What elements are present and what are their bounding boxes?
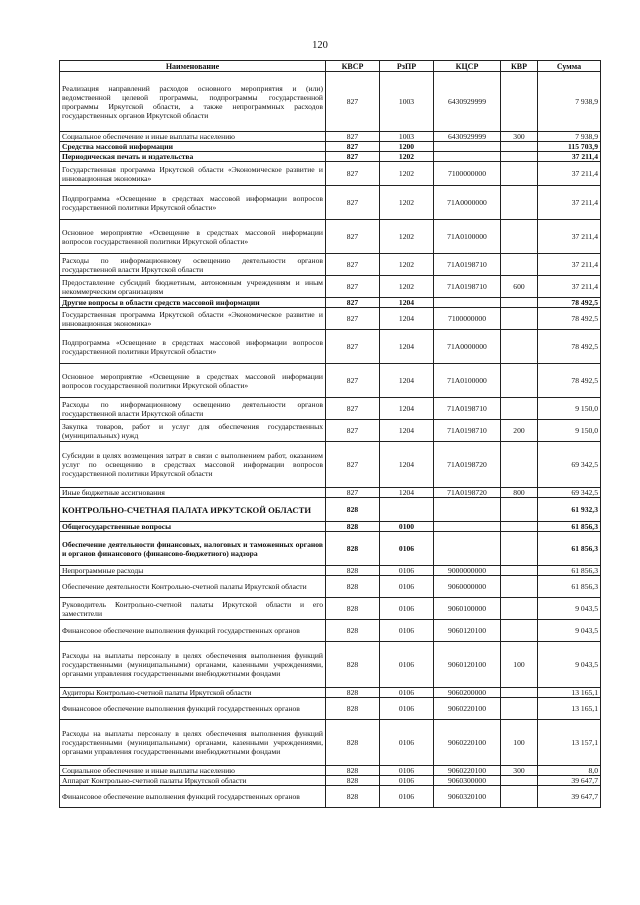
row-kvsr: 827 — [326, 162, 380, 186]
row-kcsr: 9000000000 — [434, 566, 501, 576]
row-name: Подпрограмма «Освещение в средствах массовой информации вопросов государственной политики Иркутской области» — [60, 330, 326, 364]
row-sum: 69 342,5 — [538, 442, 601, 488]
row-name: Основное мероприятие «Освещение в средствах массовой информации вопросов государственной политики Иркутской области» — [60, 364, 326, 398]
row-sum: 9 043,5 — [538, 598, 601, 620]
row-rzpr: 0106 — [380, 766, 434, 776]
row-kvr — [501, 786, 538, 808]
row-kvsr: 827 — [326, 298, 380, 308]
table-body — [60, 72, 601, 808]
row-kvsr: 828 — [326, 688, 380, 698]
row-rzpr: 0106 — [380, 620, 434, 642]
table-row — [60, 688, 601, 698]
row-name: Аппарат Контрольно-счетной палаты Иркутской области — [60, 776, 326, 786]
row-name: Аудиторы Контрольно-счетной палаты Иркутской области — [60, 688, 326, 698]
row-sum: 37 211,4 — [538, 220, 601, 254]
row-kvsr: 828 — [326, 576, 380, 598]
table-row — [60, 642, 601, 688]
row-rzpr: 1204 — [380, 364, 434, 398]
row-kcsr: 71А0100000 — [434, 220, 501, 254]
row-kvr — [501, 566, 538, 576]
row-name: КОНТРОЛЬНО-СЧЕТНАЯ ПАЛАТА ИРКУТСКОЙ ОБЛАСТИ — [60, 498, 326, 522]
budget-table — [59, 60, 601, 808]
row-kvr — [501, 364, 538, 398]
header-rzpr: РзПР — [380, 61, 434, 72]
row-kvsr: 827 — [326, 220, 380, 254]
row-kvsr: 828 — [326, 598, 380, 620]
table-row — [60, 186, 601, 220]
row-kvr — [501, 498, 538, 522]
row-kvr: 200 — [501, 420, 538, 442]
row-kcsr: 71А0198710 — [434, 420, 501, 442]
row-sum: 13 165,1 — [538, 688, 601, 698]
row-name: Финансовое обеспечение выполнения функций государственных органов — [60, 786, 326, 808]
row-rzpr: 1204 — [380, 330, 434, 364]
row-kvr — [501, 330, 538, 364]
row-kvsr: 828 — [326, 786, 380, 808]
table-row — [60, 522, 601, 532]
table-row — [60, 442, 601, 488]
table-row — [60, 276, 601, 298]
row-kcsr: 71А0100000 — [434, 364, 501, 398]
row-kvr — [501, 72, 538, 132]
row-kvr: 100 — [501, 720, 538, 766]
row-sum: 61 856,3 — [538, 576, 601, 598]
row-kcsr: 71А0198710 — [434, 398, 501, 420]
table-row — [60, 364, 601, 398]
row-kvsr: 827 — [326, 132, 380, 142]
table-header-row — [60, 61, 601, 72]
row-kcsr: 71А0198710 — [434, 254, 501, 276]
row-kvsr: 828 — [326, 776, 380, 786]
row-name: Иные бюджетные ассигнования — [60, 488, 326, 498]
row-kvsr: 828 — [326, 532, 380, 566]
row-sum: 9 150,0 — [538, 398, 601, 420]
row-rzpr: 0106 — [380, 642, 434, 688]
row-kvsr: 827 — [326, 488, 380, 498]
row-kvr — [501, 152, 538, 162]
row-name: Государственная программа Иркутской области «Экономическое развитие и инновационная экономика» — [60, 162, 326, 186]
row-kvsr: 828 — [326, 522, 380, 532]
row-kcsr: 6430929999 — [434, 72, 501, 132]
row-kvsr: 827 — [326, 152, 380, 162]
row-sum: 39 647,7 — [538, 776, 601, 786]
row-kvsr: 827 — [326, 308, 380, 330]
row-kvr: 600 — [501, 276, 538, 298]
row-rzpr: 1204 — [380, 442, 434, 488]
row-kcsr: 7100000000 — [434, 162, 501, 186]
row-name: Финансовое обеспечение выполнения функций государственных органов — [60, 698, 326, 720]
row-sum: 37 211,4 — [538, 186, 601, 220]
row-kvr — [501, 532, 538, 566]
row-kvsr: 827 — [326, 398, 380, 420]
row-name: Расходы по информационному освещению деятельности органов государственной власти Иркутской области — [60, 254, 326, 276]
row-rzpr: 0106 — [380, 786, 434, 808]
row-rzpr: 0106 — [380, 720, 434, 766]
row-sum: 61 856,3 — [538, 566, 601, 576]
row-kvr — [501, 620, 538, 642]
row-rzpr: 1204 — [380, 420, 434, 442]
row-sum: 39 647,7 — [538, 786, 601, 808]
row-kvsr: 827 — [326, 186, 380, 220]
row-name: Основное мероприятие «Освещение в средствах массовой информации вопросов государственной политики Иркутской области» — [60, 220, 326, 254]
row-rzpr: 1202 — [380, 254, 434, 276]
row-kvr: 300 — [501, 132, 538, 142]
row-kvr — [501, 688, 538, 698]
row-name: Расходы на выплаты персоналу в целях обеспечения выполнения функций государственными (муниципальными) органами, казенными учреждениями, органами управления государственными внебюджетными фондами — [60, 720, 326, 766]
row-rzpr: 1204 — [380, 308, 434, 330]
row-rzpr: 0106 — [380, 598, 434, 620]
row-rzpr: 0106 — [380, 698, 434, 720]
row-kvr — [501, 308, 538, 330]
row-name: Государственная программа Иркутской области «Экономическое развитие и инновационная экономика» — [60, 308, 326, 330]
row-sum: 61 856,3 — [538, 522, 601, 532]
row-name: Обеспечение деятельности финансовых, налоговых и таможенных органов и органов финансового (финансово-бюджетного) надзора — [60, 532, 326, 566]
row-kvsr: 828 — [326, 642, 380, 688]
row-kvsr: 828 — [326, 620, 380, 642]
row-name: Предоставление субсидий бюджетным, автономным учреждениям и иным некоммерческим организациям — [60, 276, 326, 298]
row-kvsr: 828 — [326, 698, 380, 720]
row-kvsr: 828 — [326, 766, 380, 776]
row-name: Подпрограмма «Освещение в средствах массовой информации вопросов государственной политики Иркутской области» — [60, 186, 326, 220]
row-name: Непрограммные расходы — [60, 566, 326, 576]
row-name: Другие вопросы в области средств массовой информации — [60, 298, 326, 308]
table-row — [60, 776, 601, 786]
row-kcsr: 9060220100 — [434, 720, 501, 766]
row-sum: 69 342,5 — [538, 488, 601, 498]
row-rzpr: 1202 — [380, 162, 434, 186]
row-kvr — [501, 142, 538, 152]
row-rzpr: 0106 — [380, 776, 434, 786]
row-kvr — [501, 162, 538, 186]
row-kcsr: 9060120100 — [434, 642, 501, 688]
row-name: Расходы по информационному освещению деятельности органов государственной власти Иркутской области — [60, 398, 326, 420]
row-kvr — [501, 576, 538, 598]
table-row — [60, 488, 601, 498]
row-name: Средства массовой информации — [60, 142, 326, 152]
row-kcsr: 9060220100 — [434, 698, 501, 720]
row-sum: 7 938,9 — [538, 72, 601, 132]
table-row — [60, 598, 601, 620]
row-kcsr: 71А0198720 — [434, 488, 501, 498]
row-rzpr: 1202 — [380, 186, 434, 220]
row-kvsr: 827 — [326, 420, 380, 442]
row-sum: 37 211,4 — [538, 152, 601, 162]
row-kcsr: 9060120100 — [434, 620, 501, 642]
row-rzpr: 1204 — [380, 298, 434, 308]
row-kvsr: 827 — [326, 330, 380, 364]
row-kvsr: 827 — [326, 364, 380, 398]
row-kvsr: 827 — [326, 254, 380, 276]
row-name: Закупка товаров, работ и услуг для обеспечения государственных (муниципальных) нужд — [60, 420, 326, 442]
row-kcsr: 71А0198720 — [434, 442, 501, 488]
row-kcsr — [434, 152, 501, 162]
row-kvsr: 827 — [326, 442, 380, 488]
table-row — [60, 576, 601, 598]
row-kvr — [501, 776, 538, 786]
row-kvr: 100 — [501, 642, 538, 688]
row-kcsr — [434, 498, 501, 522]
row-kvr — [501, 442, 538, 488]
row-kvr: 300 — [501, 766, 538, 776]
row-kcsr: 7100000000 — [434, 308, 501, 330]
row-rzpr: 1204 — [380, 488, 434, 498]
row-kcsr: 71А0000000 — [434, 330, 501, 364]
table-row — [60, 420, 601, 442]
row-name: Реализация направлений расходов основного мероприятия и (или) ведомственной целевой программы, подпрограммы государственной программы Иркутской области, а также непрограммных расходов государственных органов Иркутской области — [60, 72, 326, 132]
row-kcsr: 71А0000000 — [434, 186, 501, 220]
header-kvsr: КВСР — [326, 61, 380, 72]
table-row — [60, 786, 601, 808]
row-kcsr: 9060200000 — [434, 688, 501, 698]
row-rzpr: 0106 — [380, 576, 434, 598]
table-row — [60, 308, 601, 330]
row-sum: 78 492,5 — [538, 330, 601, 364]
row-sum: 9 043,5 — [538, 620, 601, 642]
table-row — [60, 498, 601, 522]
row-kvr — [501, 298, 538, 308]
row-name: Периодическая печать и издательства — [60, 152, 326, 162]
row-name: Общегосударственные вопросы — [60, 522, 326, 532]
row-kvsr: 828 — [326, 498, 380, 522]
table-row — [60, 698, 601, 720]
row-kcsr: 71А0198710 — [434, 276, 501, 298]
page-number: 120 — [312, 40, 328, 51]
row-sum: 61 932,3 — [538, 498, 601, 522]
row-kvsr: 827 — [326, 276, 380, 298]
row-name: Социальное обеспечение и иные выплаты населению — [60, 766, 326, 776]
row-name: Обеспечение деятельности Контрольно-счетной палаты Иркутской области — [60, 576, 326, 598]
row-kvr — [501, 698, 538, 720]
row-sum: 37 211,4 — [538, 254, 601, 276]
row-sum: 78 492,5 — [538, 308, 601, 330]
table-row — [60, 720, 601, 766]
row-rzpr — [380, 498, 434, 522]
row-sum: 9 043,5 — [538, 642, 601, 688]
table-row — [60, 398, 601, 420]
row-kcsr: 9060100000 — [434, 598, 501, 620]
table-row — [60, 162, 601, 186]
row-rzpr: 1202 — [380, 220, 434, 254]
header-kcsr: КЦСР — [434, 61, 501, 72]
table-row — [60, 72, 601, 132]
row-kvsr: 828 — [326, 720, 380, 766]
row-sum: 78 492,5 — [538, 364, 601, 398]
row-kvr — [501, 186, 538, 220]
row-kcsr: 9060300000 — [434, 776, 501, 786]
row-kvsr: 828 — [326, 566, 380, 576]
row-sum: 7 938,9 — [538, 132, 601, 142]
table-row — [60, 132, 601, 142]
table-row — [60, 620, 601, 642]
row-kvr — [501, 398, 538, 420]
row-rzpr: 1003 — [380, 72, 434, 132]
table-row — [60, 254, 601, 276]
row-sum: 13 157,1 — [538, 720, 601, 766]
table-row — [60, 298, 601, 308]
header-sum: Сумма — [538, 61, 601, 72]
row-rzpr: 0106 — [380, 566, 434, 576]
row-name: Социальное обеспечение и иные выплаты населению — [60, 132, 326, 142]
table-row — [60, 330, 601, 364]
row-kvr — [501, 598, 538, 620]
row-sum: 61 856,3 — [538, 532, 601, 566]
row-kvsr: 827 — [326, 142, 380, 152]
row-kcsr — [434, 298, 501, 308]
row-rzpr: 0100 — [380, 522, 434, 532]
table-row — [60, 152, 601, 162]
row-sum: 37 211,4 — [538, 276, 601, 298]
row-kvr: 800 — [501, 488, 538, 498]
row-kvr — [501, 254, 538, 276]
row-sum: 8,0 — [538, 766, 601, 776]
row-kcsr: 9060320100 — [434, 786, 501, 808]
header-kvr: КВР — [501, 61, 538, 72]
row-rzpr: 0106 — [380, 688, 434, 698]
row-kvsr: 827 — [326, 72, 380, 132]
row-sum: 115 703,9 — [538, 142, 601, 152]
row-rzpr: 1202 — [380, 152, 434, 162]
table-row — [60, 566, 601, 576]
row-rzpr: 1200 — [380, 142, 434, 152]
table-row — [60, 532, 601, 566]
row-sum: 9 150,0 — [538, 420, 601, 442]
row-rzpr: 0106 — [380, 532, 434, 566]
row-kvr — [501, 522, 538, 532]
row-sum: 78 492,5 — [538, 298, 601, 308]
row-kcsr: 6430929999 — [434, 132, 501, 142]
row-kcsr — [434, 522, 501, 532]
row-rzpr: 1003 — [380, 132, 434, 142]
row-name: Расходы на выплаты персоналу в целях обеспечения выполнения функций государственными (муниципальными) органами, казенными учреждениями, органами управления государственными внебюджетными фондами — [60, 642, 326, 688]
table-row — [60, 766, 601, 776]
row-rzpr: 1204 — [380, 398, 434, 420]
row-rzpr: 1202 — [380, 276, 434, 298]
header-name: Наименование — [60, 61, 326, 72]
row-sum: 37 211,4 — [538, 162, 601, 186]
row-kcsr — [434, 142, 501, 152]
row-name: Субсидии в целях возмещения затрат в связи с выполнением работ, оказанием услуг по освещению в средствах массовой информации вопросов государственной политики Иркутской области — [60, 442, 326, 488]
row-kcsr: 9060220100 — [434, 766, 501, 776]
row-name: Руководитель Контрольно-счетной палаты Иркутской области и его заместители — [60, 598, 326, 620]
row-sum: 13 165,1 — [538, 698, 601, 720]
row-kcsr: 9060000000 — [434, 576, 501, 598]
row-kcsr — [434, 532, 501, 566]
table-row — [60, 220, 601, 254]
row-kvr — [501, 220, 538, 254]
table-row — [60, 142, 601, 152]
row-name: Финансовое обеспечение выполнения функций государственных органов — [60, 620, 326, 642]
